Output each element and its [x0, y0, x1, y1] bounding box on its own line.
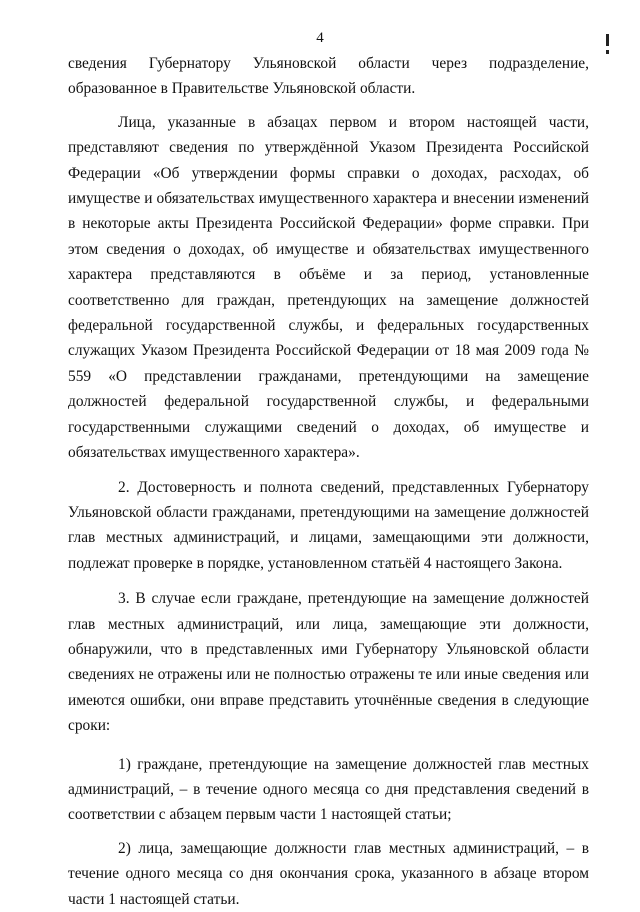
paragraph-subitem-2: 2) лица, замещающие должности глав местных администраций, – в течение одного месяца со дня окончания срока, указанного в абзаце втором части 1 настоящей статьи. — [68, 839, 589, 908]
paragraph-subitem-1: 1) граждане, претендующие на замещение должностей глав местных администраций, – в течение одного месяца со дня представления сведений в соответствии с абзацем первым части 1 настоящей статьи; — [68, 755, 589, 824]
page-number: 4 — [316, 30, 324, 46]
document-body — [68, 51, 589, 912]
paragraph-item-3: 3. В случае если граждане, претендующие на замещение должностей глав местных администраций, или лица, замещающие эти должности, обнаружили, что в представленных ими Губернатору Ульяновской области сведениях не отражены или не полностью отражены те или иные сведения или имеются ошибки, они вправе представить уточнённые сведения в следующие сроки: — [68, 590, 589, 735]
paragraph-persons-submit: Лица, указанные в абзацах первом и втором настоящей части, представляют сведения по утверждённой Указом Президента Российской Федерации «Об утверждении формы справки о доходах, расходах, об имуществе и обязательствах имущественного характера и внесении изменений в некоторые акты Президента Российской Федерации» форме справки. При этом сведения о доходах, об имуществе и обязательствах имущественного характера представляются в объёме и за период, установленные соответственно для граждан, претендующих на замещение должностей федеральной государственной службы, и федеральных государственных служащих Указом Президента Российской Федерации от 18 мая 2009 года № 559 «О представлении гражданами, претендующими на замещение должностей федеральной государственной службы, и федеральными государственными служащими сведений о доходах, об имуществе и обязательствах имущественного характера». — [68, 113, 589, 462]
margin-mark — [606, 34, 609, 46]
paragraph-item-2: 2. Достоверность и полнота сведений, представленных Губернатору Ульяновской области гражданами, претендующими на замещение должностей глав местных администраций, и лицами, замещающими эти должности, подлежат проверке в порядке, установленном статьёй 4 настоящего Закона. — [68, 478, 589, 572]
paragraph-continuation: сведения Губернатору Ульяновской области через подразделение, образованное в Правительстве Ульяновской области. — [68, 55, 589, 98]
